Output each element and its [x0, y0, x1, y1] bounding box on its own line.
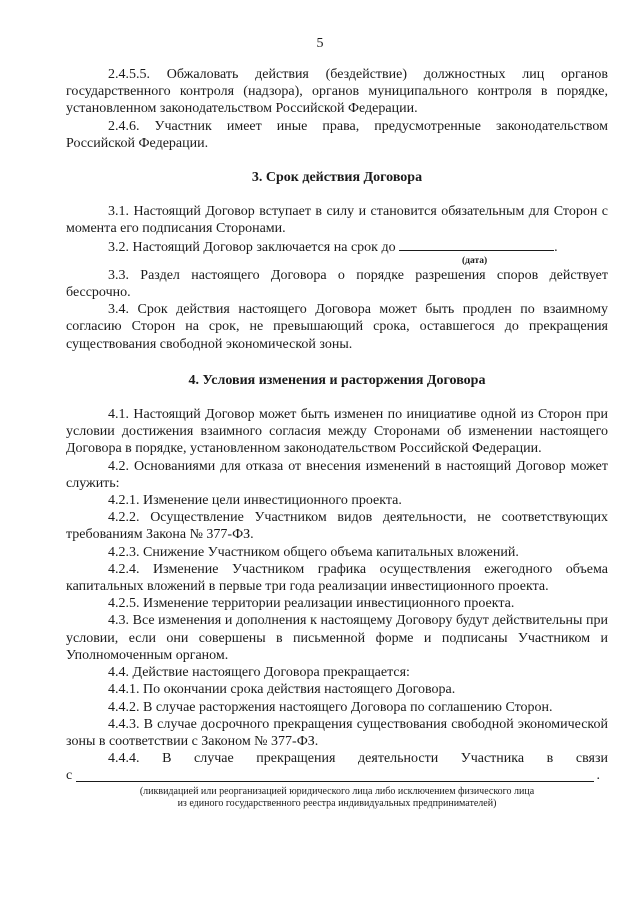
clause-4-2-5: 4.2.5. Изменение территории реализации инвестиционного проекта. — [108, 596, 515, 612]
date-caption: (дата) — [462, 255, 488, 266]
section-3-heading: 3. Срок действия Договора — [251, 170, 423, 186]
clause-3-2-end: . — [554, 239, 558, 255]
reason-caption-line-1: (ликвидацией или реорганизацией юридического лица либо исключением физического лица — [139, 786, 535, 798]
clause-3-2 — [66, 238, 608, 256]
reason-blank-line — [76, 769, 594, 782]
clause-4-1: 4.1. Настоящий Договор может быть изменен по инициативе одной из Сторон при условии достижения взаимного согласия между Сторонами об изменении настоящего Договора в порядке, установленном законодательством Российской Федерации. — [66, 407, 608, 457]
clause-4-4-3: 4.4.3. В случае досрочного прекращения существования свободной экономической зоны в соответствии с Законом № 377-ФЗ. — [66, 716, 608, 749]
section-4-heading: 4. Условия изменения и расторжения Договора — [188, 372, 486, 388]
clause-4-2-2: 4.2.2. Осуществление Участником видов деятельности, не соответствующих требованиям Закона № 377-ФЗ. — [66, 510, 608, 543]
clause-4-4: 4.4. Действие настоящего Договора прекращается: — [108, 665, 410, 681]
clause-4-2-3: 4.2.3. Снижение Участником общего объема капитальных вложений. — [108, 544, 519, 560]
clause-4-4-1: 4.4.1. По окончании срока действия настоящего Договора. — [108, 682, 456, 698]
clause-3-4: 3.4. Срок действия настоящего Договора может быть продлен по взаимному согласию Сторон на срок, не превышающий срока, оставшегося до прекращения существования свободной экономической зоны. — [66, 302, 608, 352]
reason-end: . — [596, 768, 600, 784]
clause-2-4-6: 2.4.6. Участник имеет иные права, предусмотренные законодательством Российской Федерации. — [66, 118, 608, 151]
reason-prefix: с — [66, 768, 73, 784]
reason-caption-line-2: из единого государственного реестра индивидуальных предпринимателей) — [177, 798, 497, 810]
clause-3-3: 3.3. Раздел настоящего Договора о порядке разрешения споров действует бессрочно. — [66, 267, 608, 301]
clause-4-2: 4.2. Основаниями для отказа от внесения изменений в настоящий Договор может служить: — [66, 458, 608, 491]
clause-4-2-4: 4.2.4. Изменение Участником графика осуществления ежегодного объема капитальных вложений в первые три года реализации инвестиционного проекта. — [66, 561, 608, 595]
clause-3-2-text: 3.2. Настоящий Договор заключается на срок до — [108, 239, 396, 255]
reason-blank-row — [66, 767, 608, 784]
clause-2-4-5-5: 2.4.5.5. Обжаловать действия (бездействие) должностных лиц органов государственного контроля (надзора), органов муниципального контроля в порядке, установленном законодательством Российской Федерации. — [66, 67, 608, 117]
page-number: 5 — [316, 36, 324, 51]
clause-4-2-1: 4.2.1. Изменение цели инвестиционного проекта. — [108, 493, 402, 509]
clause-4-4-2: 4.4.2. В случае расторжения настоящего Договора по соглашению Сторон. — [108, 699, 553, 715]
document-body — [66, 66, 608, 810]
clause-4-4-4: 4.4.4. В случае прекращения деятельности Участника в связи — [108, 751, 608, 767]
clause-3-1: 3.1. Настоящий Договор вступает в силу и становится обязательным для Сторон с момента его подписания Сторонами. — [66, 204, 608, 237]
clause-4-3: 4.3. Все изменения и дополнения к настоящему Договору будут действительны при условии, если они совершены в письменной форме и подписаны Участником и Уполномоченным органом. — [66, 613, 608, 663]
date-blank-line — [399, 238, 554, 251]
